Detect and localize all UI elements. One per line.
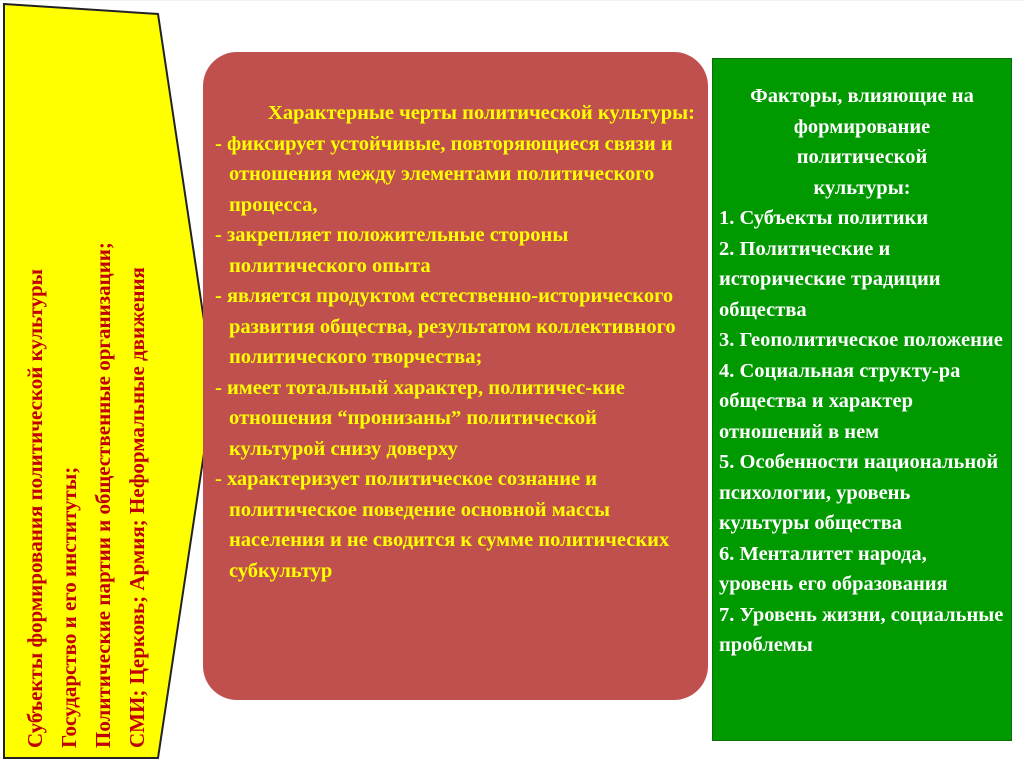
left-panel-text [18, 30, 168, 748]
characteristic-item: - закрепляет положительные стороны политического опыта [215, 224, 569, 277]
characteristic-item: - характеризует политическое сознание и политическое поведение основной массы населения и не сводится к сумме политических субкультур [215, 468, 670, 582]
characteristics-panel [203, 52, 708, 700]
characteristic-item: - является продуктом естественно-исторического развития общества, результатом коллективного политического творчества; [215, 285, 676, 368]
factor-item: 7. Уровень жизни, социальные проблемы [719, 603, 1004, 656]
factors-list [719, 203, 1005, 661]
factor-item: 4. Социальная структу-ра общества и характер отношений в нем [719, 359, 961, 443]
factors-panel [712, 58, 1012, 741]
factor-item: 3. Геополитическое положение [719, 329, 1003, 351]
factor-item: 1. Субъекты политики [719, 207, 929, 229]
factors-title: Факторы, влияющие на формирование политической культуры: [750, 85, 974, 199]
characteristics-title: Характерные черты политической культуры: [268, 102, 695, 124]
left-line-subjects-heading: Субъекты формирования политической культуры [23, 268, 47, 748]
characteristics-list [215, 129, 698, 587]
factor-item: 6. Менталитет народа, уровень его образования [719, 542, 948, 595]
left-line-state: Государство и его институты; [57, 466, 81, 748]
left-line-parties: Политические партии и общественные организации; [91, 242, 115, 748]
factor-item: 2. Политические и исторические традиции общества [719, 237, 941, 321]
left-line-media: СМИ; Церковь; Армия; Неформальные движения [125, 267, 149, 748]
factor-item: 5. Особенности национальной психологии, уровень культуры общества [719, 451, 999, 534]
characteristic-item: - имеет тотальный характер, политичес-кие отношения “пронизаны” политической культурой снизу доверху [215, 376, 625, 460]
characteristic-item: - фиксирует устойчивые, повторяющиеся связи и отношения между элементами политического процесса, [215, 132, 673, 216]
